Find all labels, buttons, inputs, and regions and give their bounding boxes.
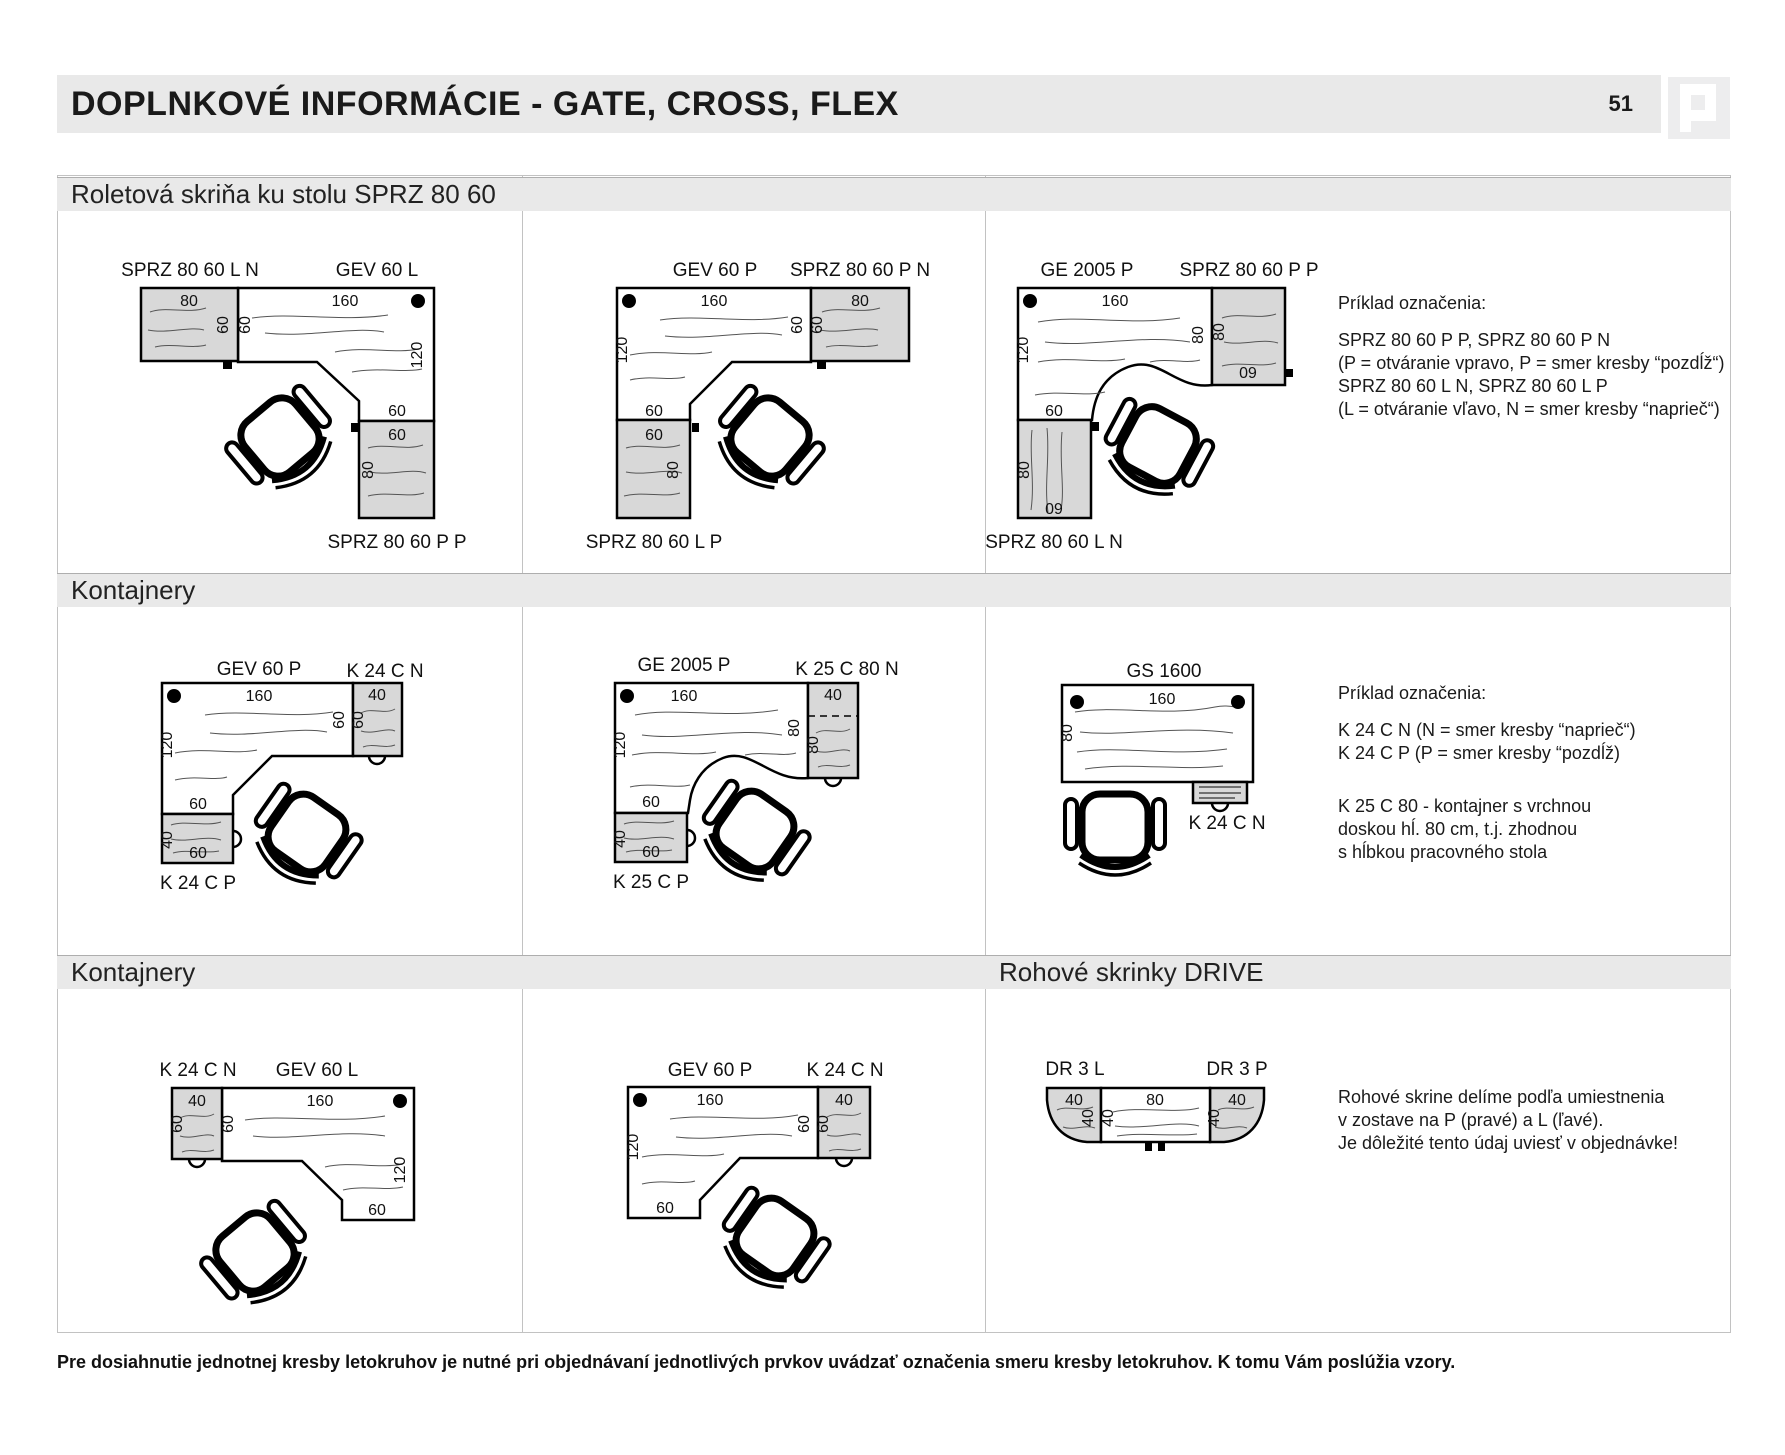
dimension-label: 160 — [700, 293, 728, 310]
product-label: SPRZ 80 60 P P — [1179, 260, 1319, 281]
section-title: Roletová skriňa ku stolu SPRZ 80 60 — [71, 179, 496, 209]
dimension-label: 80 — [1016, 461, 1033, 479]
diagram-r1c2 — [530, 230, 950, 560]
dimension-label: 80 — [360, 461, 377, 479]
product-label: SPRZ 80 60 L N — [121, 260, 259, 281]
product-label: GE 2005 P — [637, 655, 731, 676]
diagram-r2c2 — [520, 555, 990, 905]
diagram-r2c3 — [985, 555, 1345, 905]
dimension-label: 60 — [350, 711, 367, 729]
note-line: v zostave na P (pravé) a L (ľavé). — [1338, 1110, 1604, 1130]
dimension-label: 40 — [188, 1093, 206, 1110]
product-label: SPRZ 80 60 P P — [327, 532, 467, 553]
dimension-label: 120 — [159, 731, 176, 759]
note-line: SPRZ 80 60 L N, SPRZ 80 60 L P — [1338, 376, 1608, 396]
dimension-label: 160 — [1148, 691, 1176, 708]
dimension-label: 60 — [388, 403, 406, 420]
dimension-label: 60 — [645, 427, 663, 444]
dimension-label: 60 — [1045, 403, 1063, 420]
chair-icon — [1091, 392, 1217, 510]
connector-mark — [223, 361, 232, 369]
page-title: DOPLNKOVÉ INFORMÁCIE - GATE, CROSS, FLEX — [71, 85, 899, 123]
brand-logo — [1668, 77, 1730, 139]
dimension-label: 60 — [656, 1200, 674, 1217]
dimension-label: 60 — [331, 711, 348, 729]
corner-dot — [1070, 695, 1084, 709]
dimension-label: 40 — [1065, 1092, 1083, 1109]
product-label: SPRZ 80 60 L N — [985, 532, 1123, 553]
corner-dot — [167, 689, 181, 703]
note-block-2 — [1338, 682, 1636, 864]
product-label: K 24 C N — [1188, 813, 1266, 834]
connector-mark — [351, 423, 358, 432]
connector-mark — [1092, 422, 1099, 431]
dimension-label: 60 — [189, 845, 207, 862]
dimension-label: 60 — [796, 1115, 813, 1133]
section-title: Kontajnery — [71, 575, 196, 605]
corner-dot — [411, 294, 425, 308]
note-line: s hĺbkou pracovného stola — [1338, 842, 1548, 862]
dimension-label: 60 — [237, 316, 254, 334]
note-line: (L = otváranie vľavo, N = smer kresby “naprieč“) — [1338, 399, 1720, 419]
dimension-label: 80 — [1059, 724, 1076, 742]
diagram-r1c1 — [100, 230, 520, 560]
chair-icon — [195, 1195, 324, 1321]
note-line: Rohové skrine delíme podľa umiestnenia — [1338, 1087, 1665, 1107]
dimension-label: 80 — [786, 719, 803, 737]
note-line: K 25 C 80 - kontajner s vrchnou — [1338, 796, 1592, 816]
connector-mark — [817, 361, 826, 369]
dimension-label: 120 — [1015, 336, 1032, 364]
note-line: SPRZ 80 60 P P, SPRZ 80 60 P N — [1338, 330, 1611, 350]
chair-icon — [239, 777, 367, 901]
product-label: DR 3 L — [1045, 1059, 1105, 1080]
note-line: doskou hĺ. 80 cm, t.j. zhodnou — [1338, 819, 1578, 839]
product-label: K 24 C N — [159, 1060, 237, 1081]
dimension-label: 80 — [805, 736, 822, 754]
product-label: GS 1600 — [1126, 661, 1202, 682]
dimension-label: 160 — [245, 688, 273, 705]
dimension-label: 60 — [215, 316, 232, 334]
corner-dot — [622, 294, 636, 308]
dimension-label: 60 — [368, 1202, 386, 1219]
dimension-label: 60 — [189, 796, 207, 813]
dimension-label: 60 — [1239, 363, 1257, 380]
dimension-label: 40 — [159, 831, 176, 849]
product-label: K 24 C P — [159, 873, 237, 894]
dimension-label: 160 — [670, 688, 698, 705]
diagram-r3c3 — [985, 952, 1355, 1202]
dimension-label: 60 — [809, 316, 826, 334]
dimension-label: 120 — [392, 1156, 409, 1184]
corner-dot — [1231, 695, 1245, 709]
note-title: Príklad označenia: — [1338, 683, 1487, 703]
dimension-label: 120 — [409, 341, 426, 369]
product-label: SPRZ 80 60 L P — [585, 532, 723, 553]
section-title: Rohové skrinky DRIVE — [999, 957, 1264, 987]
note-block-3 — [1338, 1086, 1678, 1155]
chair-icon — [701, 380, 830, 506]
dimension-label: 120 — [612, 731, 629, 759]
dimension-label: 40 — [835, 1092, 853, 1109]
dimension-label: 60 — [642, 794, 660, 811]
product-label: K 24 C N — [346, 661, 424, 682]
page-number: 51 — [1608, 91, 1633, 116]
foot-mark — [1145, 1142, 1152, 1151]
product-label: GE 2005 P — [1040, 260, 1134, 281]
dimension-label: 160 — [1101, 293, 1129, 310]
note-line: Je dôležité tento údaj uviesť v objednávke! — [1338, 1133, 1678, 1153]
dimension-label: 80 — [1146, 1092, 1164, 1109]
dimension-label: 160 — [306, 1093, 334, 1110]
corner-dot — [393, 1094, 407, 1108]
note-title: Príklad označenia: — [1338, 293, 1487, 313]
product-label: GEV 60 P — [216, 659, 302, 680]
diagram-r3c1 — [55, 952, 535, 1327]
dimension-label: 60 — [789, 316, 806, 334]
note-block-1 — [1338, 292, 1725, 421]
dimension-label: 40 — [824, 687, 842, 704]
corner-dot — [1023, 294, 1037, 308]
corner-dot — [633, 1093, 647, 1107]
connector-mark — [692, 423, 699, 432]
dimension-label: 60 — [815, 1115, 832, 1133]
chair-icon — [220, 380, 349, 506]
product-label: GEV 60 L — [335, 260, 419, 281]
dimension-label: 80 — [665, 461, 682, 479]
product-label: GEV 60 L — [275, 1060, 359, 1081]
dimension-label: 60 — [645, 403, 663, 420]
page-title-bar — [57, 75, 1661, 133]
section-header-row1 — [57, 177, 1731, 211]
product-label: GEV 60 P — [667, 1060, 753, 1081]
section-title: Kontajnery — [71, 957, 196, 987]
brand-logo-p-icon — [1668, 77, 1730, 139]
connector-mark — [1285, 369, 1293, 377]
diagram-r2c1 — [55, 555, 535, 905]
product-label: GEV 60 P — [672, 260, 758, 281]
product-label: K 24 C N — [806, 1060, 884, 1081]
diagram-r3c2 — [520, 952, 985, 1327]
chair-icon — [1065, 794, 1165, 875]
dimension-label: 60 — [388, 427, 406, 444]
product-label: K 25 C P — [612, 872, 690, 893]
dimension-label: 40 — [1080, 1109, 1097, 1127]
dimension-label: 60 — [642, 844, 660, 861]
chair-icon — [707, 1181, 835, 1305]
product-label: DR 3 P — [1206, 1059, 1268, 1080]
dimension-label: 160 — [696, 1092, 724, 1109]
chair-icon — [687, 774, 815, 898]
dimension-label: 80 — [1211, 323, 1228, 341]
product-label: K 25 C 80 N — [795, 659, 899, 680]
dimension-label: 120 — [614, 336, 631, 364]
footer-note: Pre dosiahnutie jednotnej kresby letokruhov je nutné pri objednávaní jednotlivých prvkov uvádzať označenia smeru kresby letokruhov. K tomu Vám poslúžia vzory. — [57, 1352, 1456, 1372]
foot-mark — [1158, 1142, 1165, 1151]
dimension-label: 40 — [368, 687, 386, 704]
dimension-label: 40 — [1228, 1092, 1246, 1109]
note-line: K 24 C N (N = smer kresby “naprieč“) — [1338, 720, 1636, 740]
corner-dot — [620, 689, 634, 703]
dimension-label: 80 — [851, 293, 869, 310]
dimension-label: 40 — [1206, 1109, 1223, 1127]
dimension-label: 40 — [612, 830, 629, 848]
dimension-label: 80 — [180, 293, 198, 310]
dimension-label: 80 — [1190, 326, 1207, 344]
note-line: K 24 C P (P = smer kresby “pozdĺž) — [1338, 743, 1620, 763]
note-line: (P = otváranie vpravo, P = smer kresby “pozdĺž“) — [1338, 353, 1725, 373]
product-label: SPRZ 80 60 P N — [789, 260, 931, 281]
dimension-label: 60 — [1045, 499, 1063, 516]
dimension-label: 60 — [220, 1115, 237, 1133]
dimension-label: 120 — [625, 1133, 642, 1161]
dimension-label: 40 — [1100, 1109, 1117, 1127]
dimension-label: 60 — [169, 1115, 186, 1133]
dimension-label: 160 — [331, 293, 359, 310]
